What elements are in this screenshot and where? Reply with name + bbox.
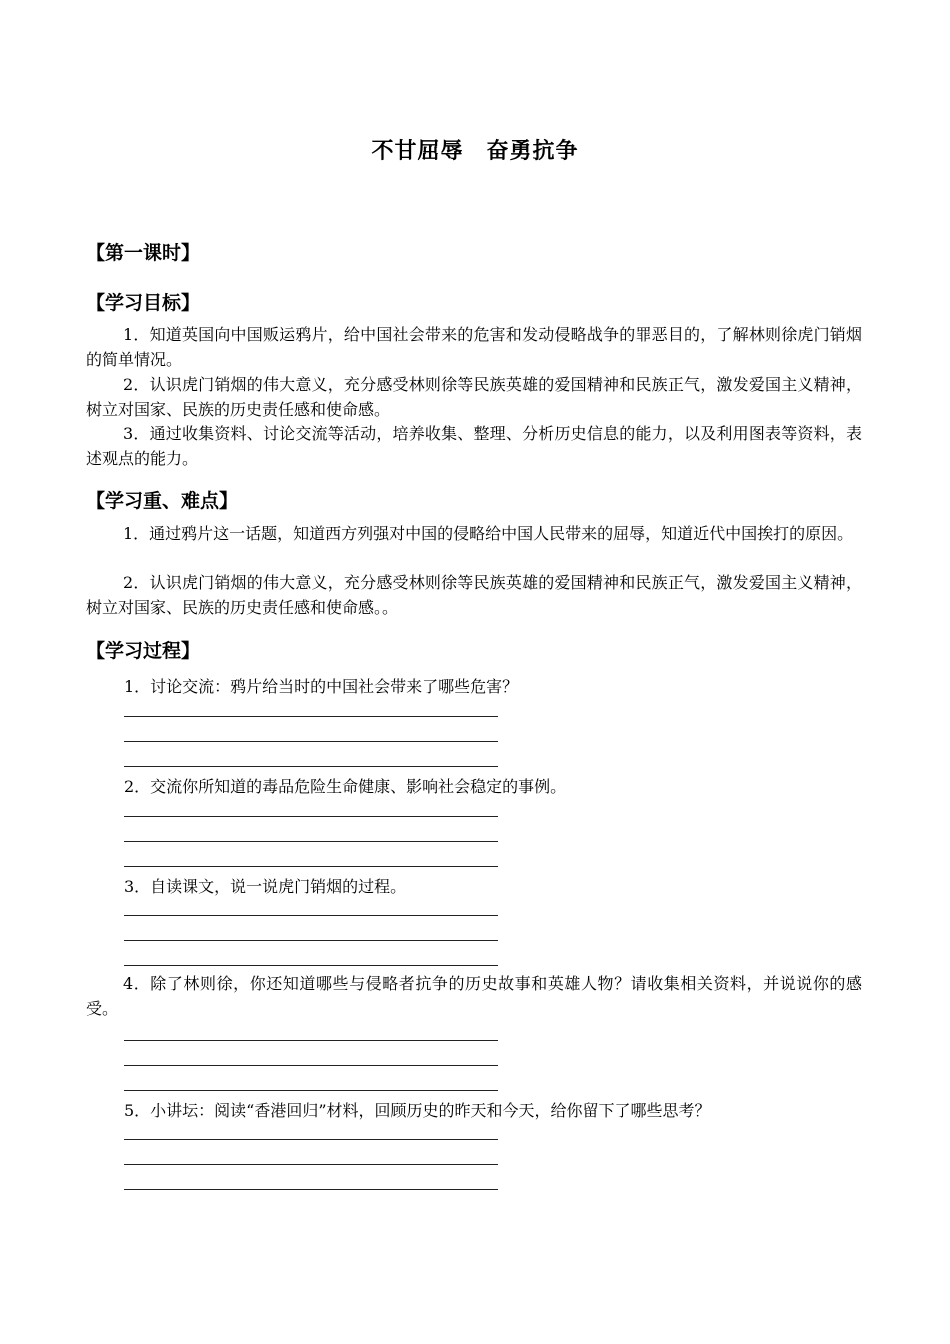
question-3: 3．自读课文，说一说虎门销烟的过程。 [124, 877, 407, 896]
answer-line[interactable] [124, 741, 498, 742]
lesson-heading: 【第一课时】 [86, 242, 201, 264]
process-heading: 【学习过程】 [86, 640, 201, 662]
answer-line[interactable] [124, 841, 498, 842]
answer-line[interactable] [124, 915, 498, 916]
objective-item: 1．知道英国向中国贩运鸦片，给中国社会带来的危害和发动侵略战争的罪恶目的，了解林则徐虎门销烟的简单情况。 [86, 325, 862, 369]
answer-line[interactable] [124, 1040, 498, 1041]
question-4: 4．除了林则徐，你还知道哪些与侵略者抗争的历史故事和英雄人物？请收集相关资料，并说说你的感受。 [86, 974, 862, 1018]
answer-line[interactable] [124, 940, 498, 941]
answer-line[interactable] [124, 1090, 498, 1091]
answer-line[interactable] [124, 716, 498, 717]
page-title: 不甘屈辱 奋勇抗争 [371, 139, 579, 164]
answer-line[interactable] [124, 1139, 498, 1140]
answer-line[interactable] [124, 816, 498, 817]
answer-line[interactable] [124, 766, 498, 767]
key-point-item: 1．通过鸦片这一话题，知道西方列强对中国的侵略给中国人民带来的屈辱，知道近代中国挨打的原因。 [123, 524, 854, 543]
question-5: 5．小讲坛：阅读“香港回归”材料，回顾历史的昨天和今天，给你留下了哪些思考？ [124, 1101, 711, 1120]
answer-line[interactable] [124, 1164, 498, 1165]
objectives-heading: 【学习目标】 [86, 292, 201, 314]
question-1: 1．讨论交流：鸦片给当时的中国社会带来了哪些危害？ [124, 677, 519, 696]
answer-line[interactable] [124, 1189, 498, 1190]
answer-line[interactable] [124, 1065, 498, 1066]
key-points-heading: 【学习重、难点】 [86, 490, 239, 512]
objective-item: 3．通过收集资料、讨论交流等活动，培养收集、整理、分析历史信息的能力，以及利用图表等资料，表述观点的能力。 [86, 424, 862, 468]
objective-item: 2．认识虎门销烟的伟大意义，充分感受林则徐等民族英雄的爱国精神和民族正气，激发爱国主义精神，树立对国家、民族的历史责任感和使命感。 [86, 375, 862, 419]
question-2: 2．交流你所知道的毒品危险生命健康、影响社会稳定的事例。 [124, 777, 567, 796]
answer-line[interactable] [124, 965, 498, 966]
answer-line[interactable] [124, 866, 498, 867]
key-point-item: 2．认识虎门销烟的伟大意义，充分感受林则徐等民族英雄的爱国精神和民族正气，激发爱国主义精神，树立对国家、民族的历史责任感和使命感。。 [86, 573, 862, 617]
